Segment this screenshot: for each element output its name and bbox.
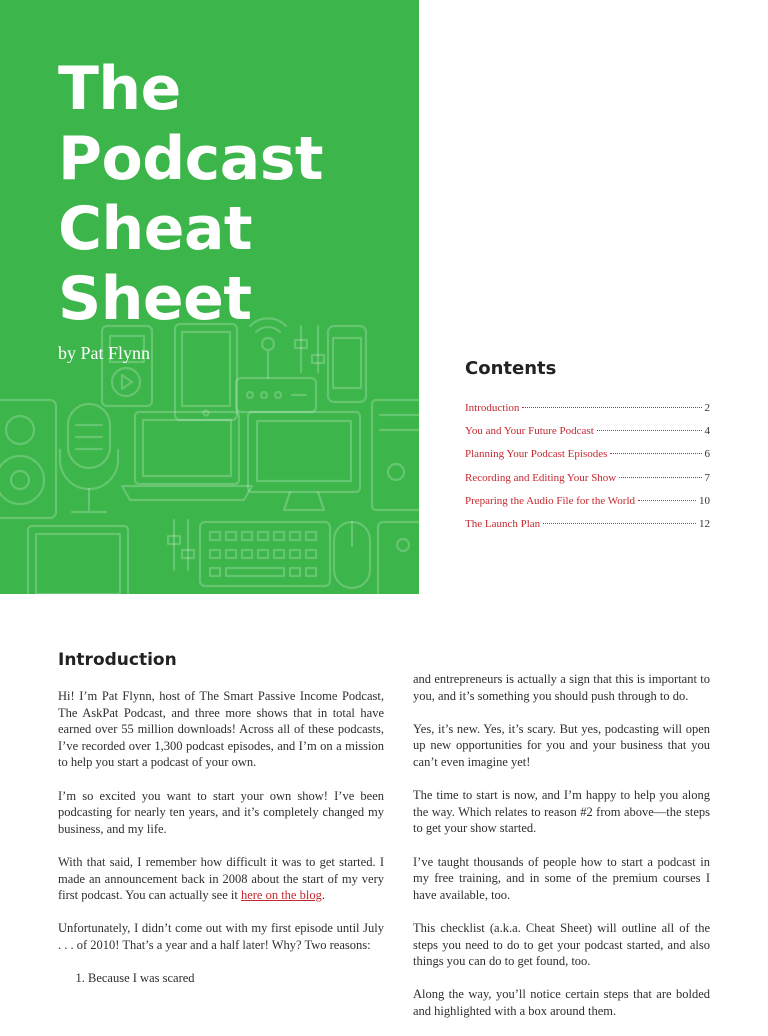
toc-item-page: 4: [704, 425, 710, 438]
toc-leader-dots: [638, 500, 696, 501]
toc-item-label: You and Your Future Podcast: [465, 425, 594, 438]
body-paragraph: Unfortunately, I didn’t come out with my first episode until July . . . of 2010! That’s a year and a half later! Why? Two reasons:: [58, 921, 384, 952]
toc-item-recording-editing[interactable]: [465, 472, 710, 495]
toc-item-launch-plan[interactable]: [465, 518, 710, 541]
toc-item-page: 6: [704, 448, 710, 461]
body-paragraph: Hi! I’m Pat Flynn, host of The Smart Passive Income Podcast, The AskPat Podcast, and three more shows that in total have earned over 55 million downloads! Across all of these podcasts, I’ve recorded over 1,300 podcast episodes, and I’m on a mission to help you start a podcast of your own.: [58, 689, 384, 770]
cover-author: by Pat Flynn: [58, 343, 151, 363]
toc-leader-dots: [619, 477, 701, 478]
introduction-heading: Introduction: [58, 650, 177, 670]
cover-title-line: Cheat: [58, 194, 253, 264]
toc-item-page: 12: [699, 517, 710, 530]
body-paragraph: This checklist (a.k.a. Cheat Sheet) will outline all of the steps you need to do to get your podcast started, and also things you can do to get found, too.: [413, 920, 710, 969]
blog-link[interactable]: here on the blog: [240, 888, 322, 903]
toc-item-future-podcast[interactable]: [465, 425, 710, 448]
paragraph-text: With that said, I remember how difficult it was to get started. I made an announcement back in 2008 about the start of my very first podcast. You can actually see it: [58, 854, 384, 903]
body-paragraph: The time to start is now, and I’m happy to help you along the way. Which relates to reason #2 from above—the steps to get your show started.: [413, 788, 710, 836]
paragraph-text: .: [321, 888, 325, 903]
toc-item-label: Recording and Editing Your Show: [465, 471, 617, 484]
toc-item-page: 10: [699, 494, 710, 507]
toc-item-preparing-audio[interactable]: [465, 495, 710, 518]
contents-heading: Contents: [465, 358, 557, 379]
body-paragraph: I’ve taught thousands of people how to start a podcast in my free training, and in some of the premium courses I have available, too.: [413, 854, 710, 902]
cover-title-line: Sheet: [58, 264, 252, 334]
toc-item-label: The Launch Plan: [465, 517, 541, 530]
body-paragraph: I’m so excited you want to start your own show! I’ve been podcasting for nearly ten years, and it’s completely changed my business, and my life.: [58, 788, 384, 836]
cover-title-line: Podcast: [58, 124, 324, 194]
cover-title: [58, 54, 323, 334]
list-item: 1. Because I was scared: [88, 970, 384, 987]
toc-leader-dots: [522, 407, 701, 408]
toc-leader-dots: [597, 430, 702, 431]
introduction-left-column: [58, 688, 384, 987]
toc-leader-dots: [543, 523, 696, 524]
toc-leader-dots: [610, 453, 701, 454]
toc-item-label: Planning Your Podcast Episodes: [465, 448, 608, 461]
body-paragraph: and entrepreneurs is actually a sign that this is important to you, and it’s something you should push through to do.: [413, 672, 710, 703]
body-paragraph: [58, 854, 384, 904]
toc-item-label: Introduction: [465, 402, 520, 414]
reasons-list: [58, 970, 384, 987]
body-paragraph: Along the way, you’ll notice certain steps that are bolded and highlighted with a box around them.: [413, 987, 710, 1018]
toc-item-page: 2: [704, 402, 710, 414]
toc-item-label: Preparing the Audio File for the World: [465, 494, 635, 507]
introduction-right-column: [413, 671, 710, 1036]
toc-item-introduction[interactable]: [465, 402, 710, 425]
body-paragraph: Yes, it’s new. Yes, it’s scary. But yes, podcasting will open up new opportunities for you and your business that you can’t even imagine yet!: [413, 721, 710, 769]
cover-title-line: The: [58, 54, 181, 124]
toc-item-planning-episodes[interactable]: [465, 448, 710, 471]
toc-item-page: 7: [704, 471, 710, 484]
cover-panel: [0, 0, 419, 594]
table-of-contents: [465, 402, 710, 541]
